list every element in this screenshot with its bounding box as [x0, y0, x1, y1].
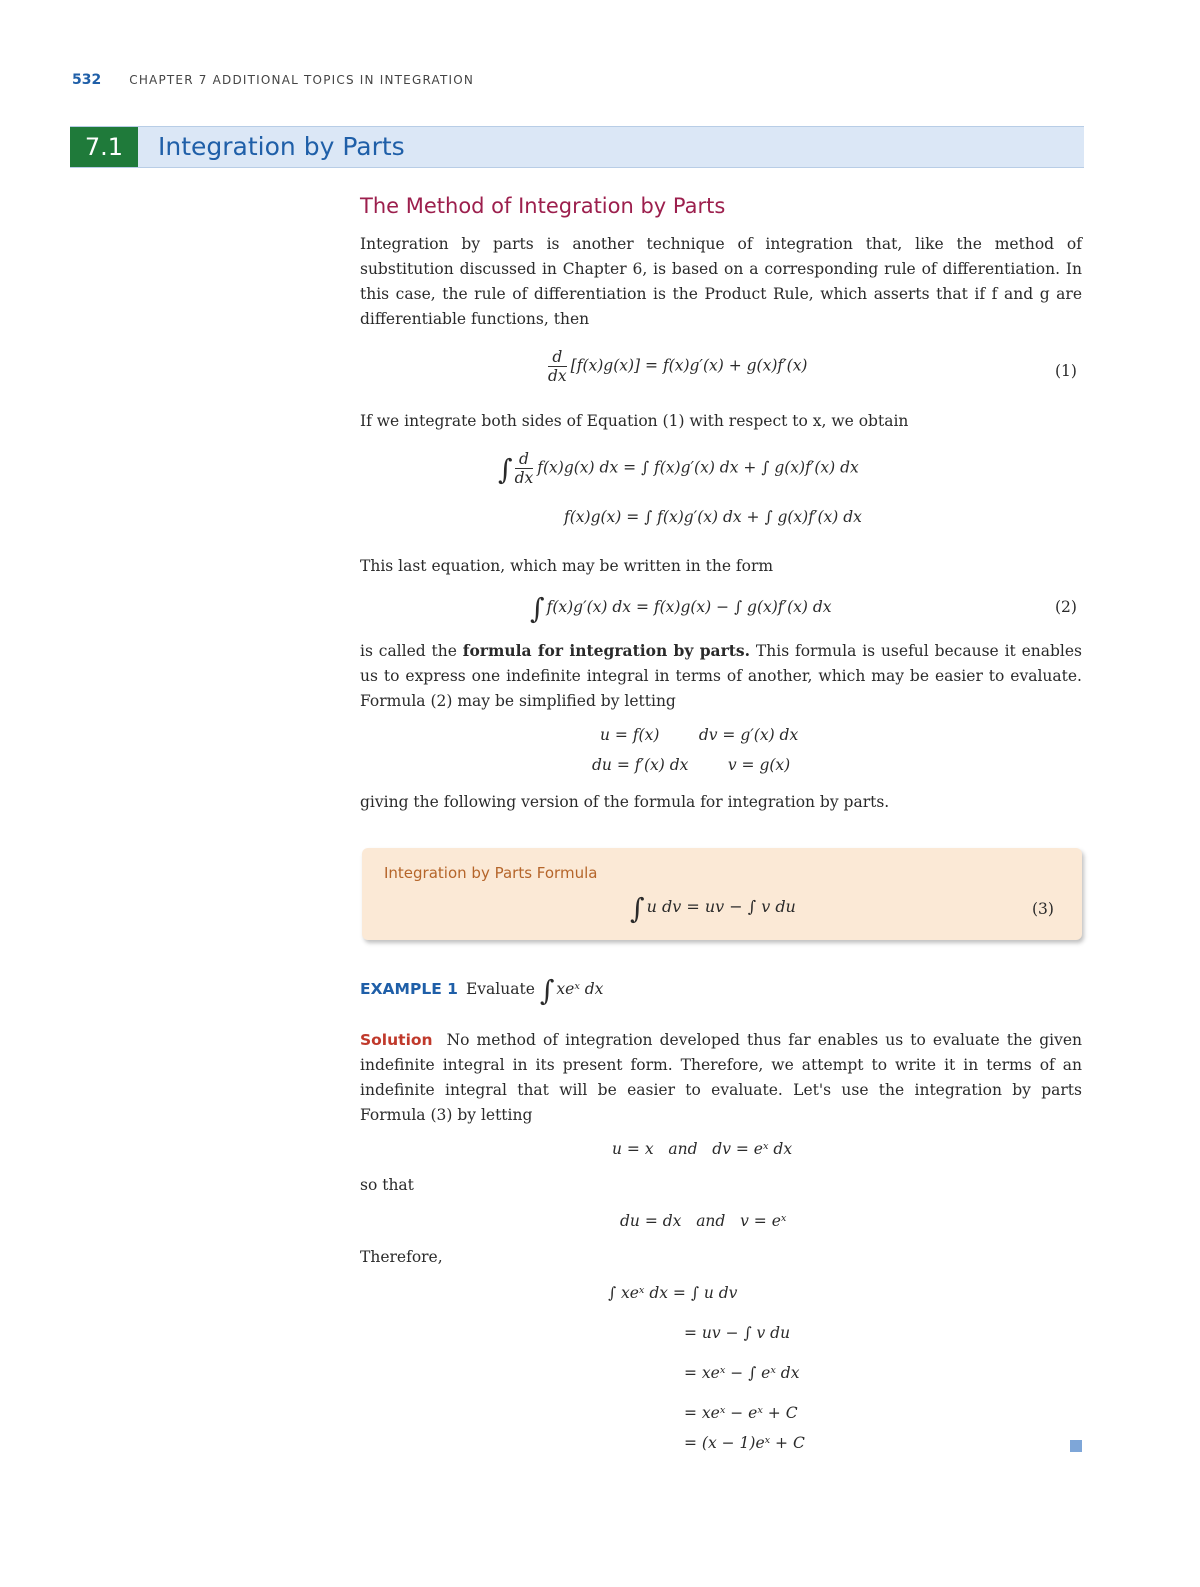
- paragraph-2: If we integrate both sides of Equation (1) with respect to x, we obtain: [360, 412, 909, 430]
- subhead: The Method of Integration by Parts: [360, 194, 726, 218]
- paragraph-1: Integration by parts is another technique of integration that, like the method of substitution discussed in Chapter 6, is based on a corresponding rule of differentiation. In this case, the rule of differentiation is the Product Rule, which asserts that if f and g are differentiable functions, then: [360, 235, 1082, 328]
- formula-box: [362, 848, 1082, 940]
- integral-sign-icon: ∫: [530, 592, 545, 625]
- equation-1: [548, 348, 807, 385]
- integral-sign-icon: ∫: [630, 892, 645, 925]
- section-number: 7.1: [70, 127, 138, 167]
- integral-sign-icon: ∫: [498, 452, 513, 486]
- solution-step-4: = xeˣ − eˣ + C: [684, 1404, 798, 1422]
- solution-label: Solution: [360, 1031, 433, 1049]
- equation-1-body: [f(x)g(x)] = f(x)g′(x) + g(x)f′(x): [570, 356, 808, 375]
- running-head: [72, 72, 474, 88]
- substitution-line-1: u = f(x) dv = g′(x) dx: [600, 726, 799, 744]
- chapter-title: CHAPTER 7 ADDITIONAL TOPICS IN INTEGRATION: [129, 73, 475, 87]
- integral-sign-icon: ∫: [539, 974, 555, 1007]
- derivative-operator: $\frac{d}{dx}$: [514, 450, 534, 487]
- therefore-text: Therefore,: [360, 1248, 443, 1266]
- solution-step-1: ∫ xeˣ dx = ∫ u dv: [608, 1284, 738, 1302]
- paragraph-3: This last equation, which may be written in the form: [360, 557, 774, 575]
- formula-box-equation: ∫ u dv = uv − ∫ v du: [630, 892, 796, 925]
- equation-2-number: (2): [1055, 598, 1077, 616]
- example-substitution-2: du = dx and v = eˣ: [620, 1212, 787, 1230]
- key-term: formula for integration by parts.: [462, 641, 751, 660]
- section-title: Integration by Parts: [158, 132, 405, 161]
- example-label: EXAMPLE 1: [360, 980, 458, 998]
- paragraph-4: is called the formula for integration by parts. This formula is useful because it enables us to express one indefinite integral in terms of another, which may be easier to evaluate. Formula (2) may be simplified by letting: [360, 641, 1083, 710]
- solution-step-2: = uv − ∫ v du: [684, 1324, 791, 1342]
- example-prompt: Evaluate: [465, 980, 535, 998]
- example-heading: [360, 974, 603, 1007]
- example-substitution-1: u = x and dv = eˣ dx: [612, 1140, 793, 1158]
- substitution-line-2: du = f′(x) dx v = g(x): [592, 756, 791, 774]
- formula-box-number: (3): [1032, 900, 1054, 918]
- section-banner: [70, 126, 1084, 168]
- equation-2a: [498, 450, 859, 487]
- equation-1-number: (1): [1055, 362, 1077, 380]
- solution-step-3: = xeˣ − ∫ eˣ dx: [684, 1364, 800, 1382]
- formula-box-title: Integration by Parts Formula: [384, 864, 598, 882]
- end-of-solution-icon: [1070, 1440, 1082, 1452]
- paragraph-5: giving the following version of the formula for integration by parts.: [360, 793, 890, 811]
- equation-2a-body: f(x)g(x) dx = ∫ f(x)g′(x) dx + ∫ g(x)f′(x) dx: [537, 458, 859, 477]
- solution-paragraph: Solution No method of integration developed thus far enables us to evaluate the given indefinite integral in its present form. Therefore, we attempt to write it in terms of an indefinite integral that will be easier to evaluate. Let's use the integration by parts Formula (3) by letting: [360, 1031, 1082, 1124]
- equation-2b: f(x)g(x) = ∫ f(x)g′(x) dx + ∫ g(x)f′(x) dx: [564, 508, 862, 526]
- equation-2-body: f(x)g′(x) dx = f(x)g(x) − ∫ g(x)f′(x) dx: [546, 598, 832, 616]
- page-number: 532: [72, 72, 102, 88]
- so-that-text: so that: [360, 1176, 414, 1194]
- example-integral: xeˣ dx: [556, 980, 604, 998]
- derivative-operator: $\frac{d}{dx}$: [548, 348, 567, 385]
- solution-step-5: = (x − 1)eˣ + C: [684, 1434, 805, 1452]
- equation-2: [530, 592, 832, 625]
